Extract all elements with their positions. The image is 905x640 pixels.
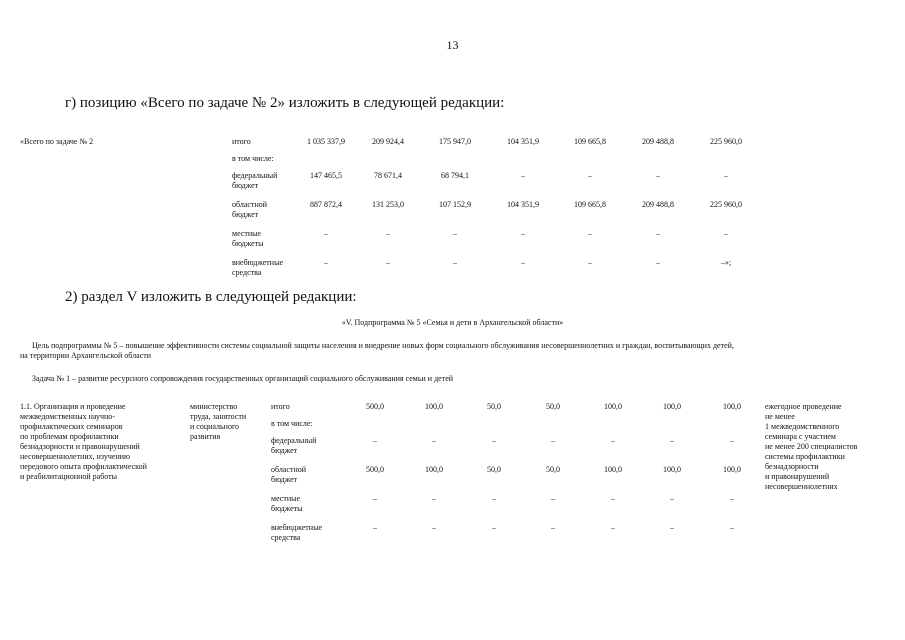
table-cell: 50,0 bbox=[546, 465, 560, 474]
table-cell: 100,0 bbox=[425, 465, 443, 474]
table-cell: – bbox=[521, 258, 525, 267]
table-cell: – bbox=[521, 171, 525, 180]
table-cell: – bbox=[432, 494, 436, 503]
table-cell: 209 924,4 bbox=[372, 137, 404, 146]
row-label-extrabudget: внебюджетные средства bbox=[232, 258, 283, 277]
table-cell: 50,0 bbox=[487, 465, 501, 474]
row-label-local: местные бюджеты bbox=[271, 494, 303, 513]
item-2-heading: 2) раздел V изложить в следующей редакции: bbox=[65, 289, 357, 305]
table-cell: – bbox=[611, 523, 615, 532]
table-cell: – bbox=[492, 494, 496, 503]
table-cell: – bbox=[588, 258, 592, 267]
table-cell: 100,0 bbox=[604, 402, 622, 411]
table-cell: – bbox=[611, 494, 615, 503]
table-cell: 68 794,1 bbox=[441, 171, 469, 180]
expected-result: ежегодное проведение не менее 1 межведомственного семинара с участием не менее 200 специалистов системы профилактики безнадзорности и правонарушений несовершеннолетних bbox=[765, 402, 858, 491]
table-cell: – bbox=[521, 229, 525, 238]
table-cell: – bbox=[386, 258, 390, 267]
table-cell: – bbox=[730, 436, 734, 445]
table-cell: – bbox=[432, 436, 436, 445]
row-label-including: в том числе: bbox=[232, 154, 274, 163]
row-label-total: итого bbox=[232, 137, 251, 146]
goal-line-1: Цель подпрограммы № 5 – повышение эффективности системы социальной защиты населения и внедрение новых форм социального обслуживания несовершеннолетних и граждан, воспитывающих детей, bbox=[32, 341, 734, 350]
table-cell: – bbox=[670, 523, 674, 532]
table-cell: – bbox=[656, 171, 660, 180]
table-cell: 100,0 bbox=[723, 465, 741, 474]
table-cell: 100,0 bbox=[663, 402, 681, 411]
table-cell: – bbox=[373, 494, 377, 503]
table-cell: – bbox=[724, 171, 728, 180]
table-cell: 147 465,5 bbox=[310, 171, 342, 180]
table-cell: 109 665,8 bbox=[574, 137, 606, 146]
table-cell: – bbox=[373, 523, 377, 532]
table-cell: 500,0 bbox=[366, 465, 384, 474]
table-cell: 131 253,0 bbox=[372, 200, 404, 209]
table-cell: 225 960,0 bbox=[710, 200, 742, 209]
row-label-regional: областной бюджет bbox=[271, 465, 307, 484]
table-cell: 104 351,9 bbox=[507, 137, 539, 146]
table-cell: 225 960,0 bbox=[710, 137, 742, 146]
table-cell: 209 488,8 bbox=[642, 200, 674, 209]
table-cell: 104 351,9 bbox=[507, 200, 539, 209]
table-cell: – bbox=[611, 436, 615, 445]
table-cell: – bbox=[324, 258, 328, 267]
table-cell: – bbox=[324, 229, 328, 238]
table-cell: 1 035 337,9 bbox=[307, 137, 345, 146]
table-cell: 107 152,9 bbox=[439, 200, 471, 209]
table-cell: – bbox=[670, 494, 674, 503]
table-cell: – bbox=[492, 436, 496, 445]
table-cell: 100,0 bbox=[604, 465, 622, 474]
table-cell: 100,0 bbox=[663, 465, 681, 474]
task-1: Задача № 1 – развитие ресурсного сопровождения государственных организаций социального обслуживания семьи и детей bbox=[32, 374, 454, 383]
section-title: «V. Подпрограмма № 5 «Семья и дети в Архангельской области» bbox=[341, 318, 564, 327]
table-cell: 209 488,8 bbox=[642, 137, 674, 146]
table-cell: – bbox=[656, 229, 660, 238]
table-cell: – bbox=[724, 229, 728, 238]
table-cell: – bbox=[551, 494, 555, 503]
table-cell: – bbox=[492, 523, 496, 532]
table-cell: 500,0 bbox=[366, 402, 384, 411]
item-g-heading: г) позицию «Всего по задаче № 2» изложить в следующей редакции: bbox=[65, 95, 505, 111]
table-cell: – bbox=[551, 523, 555, 532]
table-cell: 78 671,4 bbox=[374, 171, 402, 180]
table-cell: 100,0 bbox=[723, 402, 741, 411]
row-label-federal: федеральный бюджет bbox=[271, 436, 317, 455]
table-cell: – bbox=[670, 436, 674, 445]
table-cell: – bbox=[656, 258, 660, 267]
row-label-federal: федеральный бюджет bbox=[232, 171, 278, 190]
table-cell: – bbox=[373, 436, 377, 445]
table-cell: – bbox=[551, 436, 555, 445]
table-cell: 100,0 bbox=[425, 402, 443, 411]
table-cell: – bbox=[453, 229, 457, 238]
row-label-total: итого bbox=[271, 402, 290, 411]
row-label-including: в том числе: bbox=[271, 419, 313, 428]
row-label-extrabudget: внебюджетные средства bbox=[271, 523, 322, 542]
table-cell: – bbox=[432, 523, 436, 532]
page-number: 13 bbox=[446, 38, 459, 52]
row-label-regional: областной бюджет bbox=[232, 200, 268, 219]
table-cell: – bbox=[588, 229, 592, 238]
table-cell: – bbox=[453, 258, 457, 267]
table-cell: – bbox=[386, 229, 390, 238]
table-cell: 50,0 bbox=[546, 402, 560, 411]
row-label-local: местные бюджеты bbox=[232, 229, 264, 248]
measure-name: 1.1. Организация и проведение межведомственных научно- профилактических семинаров по проблемам профилактики безнадзорности и правонарушений несовершеннолетних, изучению передового опыта профилактической и реабилитационной работы bbox=[20, 402, 147, 481]
table-cell: –»; bbox=[720, 258, 732, 267]
table-cell: – bbox=[588, 171, 592, 180]
goal-line-2: на территории Архангельской области bbox=[20, 351, 152, 360]
table-row-name: «Всего по задаче № 2 bbox=[20, 137, 94, 146]
table-cell: – bbox=[730, 523, 734, 532]
table-cell: 109 665,8 bbox=[574, 200, 606, 209]
table-cell: – bbox=[730, 494, 734, 503]
table-cell: 175 947,0 bbox=[439, 137, 471, 146]
table-cell: 50,0 bbox=[487, 402, 501, 411]
table-cell: 887 872,4 bbox=[310, 200, 342, 209]
measure-executor: министерство труда, занятости и социального развития bbox=[190, 402, 247, 441]
